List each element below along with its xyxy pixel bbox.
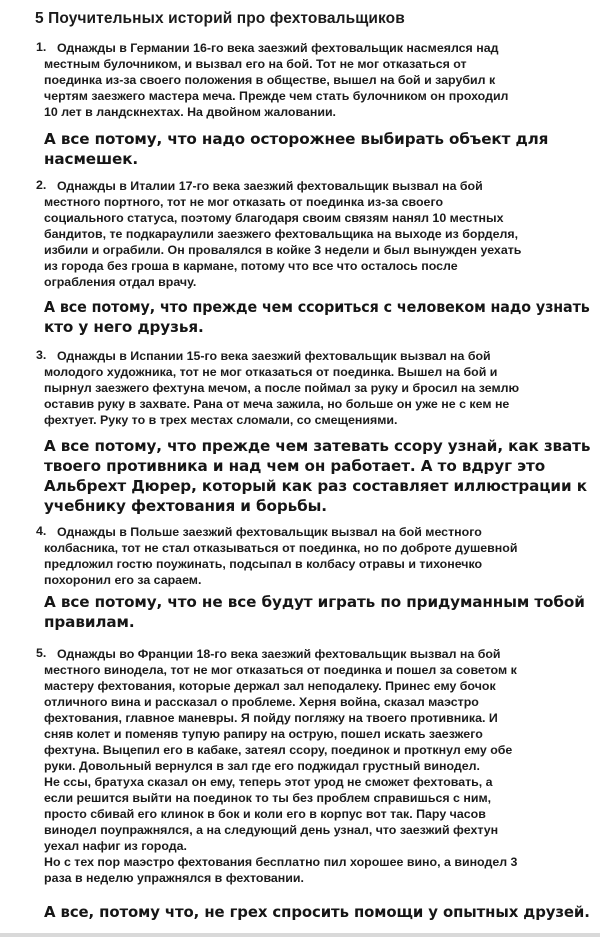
story-text-line: раза в неделю упражнялся в фехтовании.	[44, 871, 304, 885]
story-text-line: 10 лет в ландскнехтах. На двойном жаловании.	[44, 105, 337, 119]
story-text-line: избили и ограбили. Он провалялся в койке 3 недели и был вынужден уехать	[44, 243, 522, 257]
story-moral-line: А все потому, что прежде чем ссориться с человеком надо узнать	[44, 298, 590, 316]
story-moral-line: насмешек.	[44, 150, 139, 168]
story-text-line: Но с тех пор маэстро фехтования бесплатно пил хорошее вино, а винодел 3	[44, 855, 518, 869]
story-text-line: чертям заезжего мастера меча. Прежде чем стать булочником он проходил	[44, 89, 509, 103]
story-text-line: винодел поупражнялся, а на следующий день узнал, что заезжий фехтун	[44, 823, 499, 837]
story-number: 1.	[36, 40, 47, 54]
story-moral-line: А все потому, что надо осторожнее выбирать объект для	[44, 130, 549, 148]
story-text-line: из города без гроша в кармане, потому что все что осталось после	[44, 259, 458, 273]
story-moral-line: кто у него друзья.	[44, 318, 204, 336]
story-text-line: поединка из-за своего положения в обществе, вышел на бой и зарубил к	[44, 73, 496, 87]
story-text-line: Однажды в Италии 17-го века заезжий фехтовальщик вызвал на бой	[57, 179, 483, 193]
story-text-line: социального статуса, поэтому благодаря своим связям нанял 10 местных	[44, 211, 504, 225]
story-text-line: Не ссы, братуха сказал он ему, теперь этот урод не сможет фехтовать, а	[44, 775, 493, 789]
story-moral-line: А все, потому что, не грех спросить помощи у опытных друзей.	[44, 903, 590, 921]
story-text-line: местным булочником, и вызвал его на бой. Тот не мог отказаться от	[44, 57, 467, 71]
story-text-line: мастеру фехтования, которые держал зал неподалеку. Принес ему бочок	[44, 679, 496, 693]
story-text-line: ограбления отдал врачу.	[44, 275, 197, 289]
story-text-line: просто сбивай его клинок в бок и коли его в корпус вот так. Пару часов	[44, 807, 486, 821]
story-moral-line: правилам.	[44, 613, 135, 631]
story-text-line: фехтует. Руку то в трех местах сломали, со смещениями.	[44, 413, 398, 427]
story-text-line: бандитов, те подкараулили заезжего фехтовальщика на выходе из борделя,	[44, 227, 519, 241]
story-moral-line: твоего противника и над чем он работает. А то вдруг это	[44, 457, 546, 475]
story-text-line: Однажды во Франции 18-го века заезжий фехтовальщик вызвал на бой	[57, 647, 501, 661]
story-text-line: предложил гостю поужинать, подсыпал в колбасу отравы и тихонечко	[44, 557, 483, 571]
story-text-line: колбасника, тот не стал отказываться от поединка, но по доброте душевной	[44, 541, 518, 555]
bottom-divider	[0, 933, 600, 937]
story-text-line: Однажды в Польше заезжий фехтовальщик вызвал на бой местного	[57, 525, 482, 539]
page-title: 5 Поучительных историй про фехтовальщиков	[35, 10, 405, 27]
story-text-line: похоронил его за сараем.	[44, 573, 202, 587]
story-text-line: руки. Довольный вернулся в зал где его поджидал грустный винодел.	[44, 759, 480, 773]
story-moral-line: учебнику фехтования и борьбы.	[44, 497, 327, 515]
story-number: 2.	[36, 178, 47, 192]
story-text-line: местного портного, тот не мог отказать от поединка из-за своего	[44, 195, 444, 209]
story-text-line: если решится выйти на поединок то ты без проблем справишься с ним,	[44, 791, 492, 805]
story-text-line: сняв колет и поменяв тупую рапиру на острую, пошел искать заезжего	[44, 727, 483, 741]
story-number: 4.	[36, 524, 47, 538]
story-moral-line: Альбрехт Дюрер, который как раз составляет иллюстрации к	[44, 477, 587, 495]
story-text-line: оставив руку в захвате. Рана от меча зажила, но больше он уже не с кем не	[44, 397, 510, 411]
story-text-line: Однажды в Испании 15-го века заезжий фехтовальщик вызвал на бой	[57, 349, 491, 363]
story-text-line: уехал нафиг из города.	[44, 839, 187, 853]
story-text-line: пырнул заезжего фехтуна мечом, а после поймал за руку и бросил на землю	[44, 381, 520, 395]
story-number: 5.	[36, 646, 47, 660]
story-text-line: фехтования, главное маневры. Я пойду погляжу на твоего противника. И	[44, 711, 498, 725]
story-text-line: местного винодела, тот не мог отказаться от поединка и пошел за советом к	[44, 663, 517, 677]
story-moral-line: А все потому, что прежде чем затевать ссору узнай, как звать	[44, 437, 591, 455]
story-text-line: фехтуна. Выцепил его в кабаке, затеял ссору, поединок и проткнул ему обе	[44, 743, 513, 757]
story-text-line: молодого художника, тот не мог отказаться от поединка. Вышел на бой и	[44, 365, 498, 379]
story-text-line: Однажды в Германии 16-го века заезжий фехтовальщик насмеялся над	[57, 41, 499, 55]
story-moral-line: А все потому, что не все будут играть по придуманным тобой	[44, 593, 585, 611]
story-text-line: отличного вина и рассказал о проблеме. Херня война, сказал маэстро	[44, 695, 479, 709]
story-number: 3.	[36, 348, 47, 362]
